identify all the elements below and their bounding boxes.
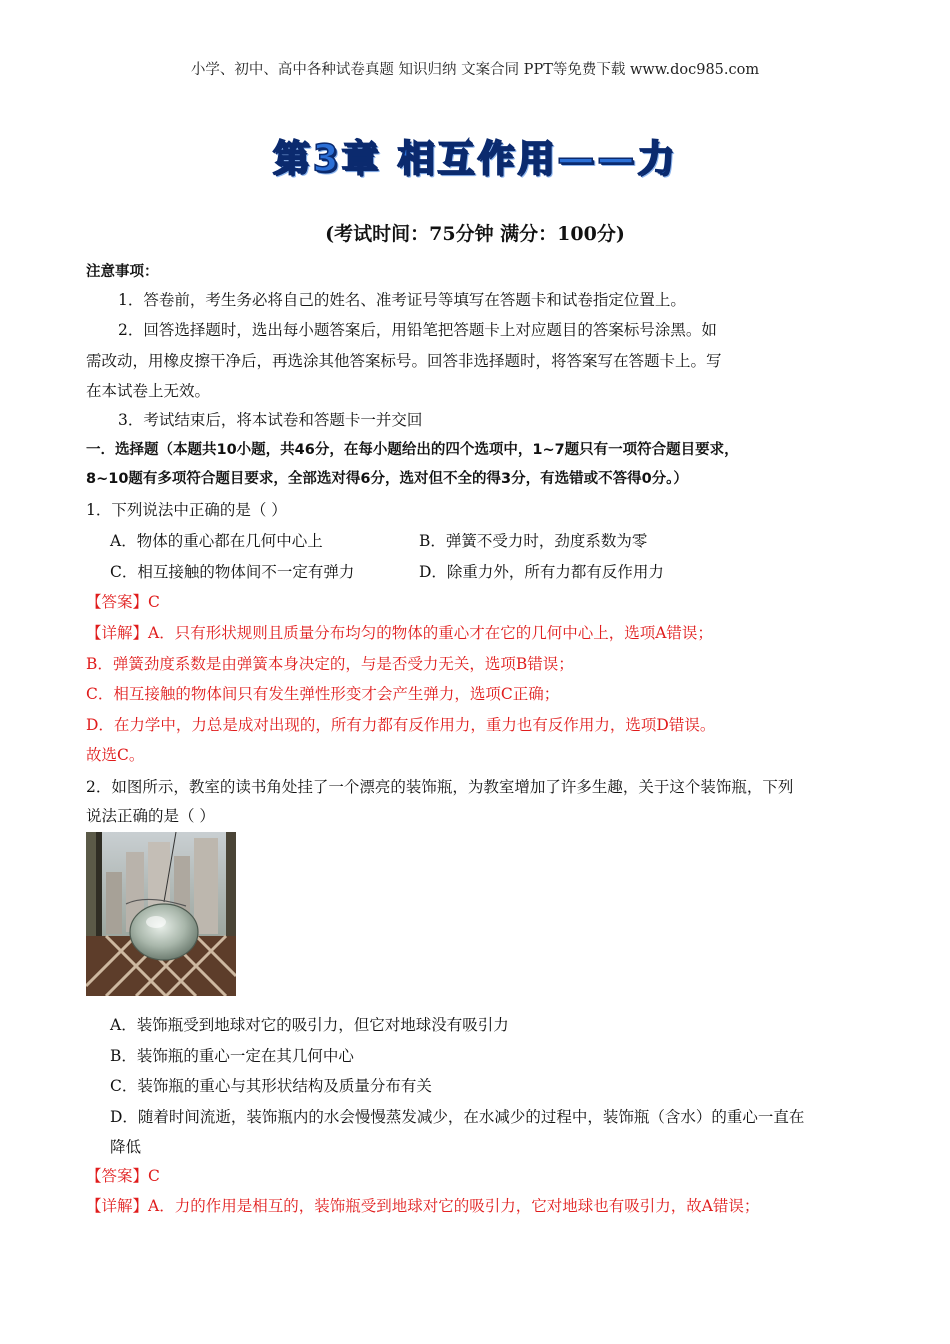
q2-answer: 【答案】C: [86, 1167, 160, 1185]
section-heading: 8~10题有多项符合题目要求，全部选对得6分，选对但不全的得3分，有选错或不答得0分。）: [86, 471, 688, 487]
q2-option-d: D．随着时间流逝，装饰瓶内的水会慢慢蒸发减少，在水减少的过程中，装饰瓶（含水）的重心一直在: [110, 1108, 805, 1126]
q1-detail-line: 【详解】A．只有形状规则且质量分布均匀的物体的重心才在它的几何中心上，选项A错误；: [86, 624, 713, 642]
page-header: 小学、初中、高中各种试卷真题 知识归纳 文案合同 PPT等免费下载 www.doc985.com: [190, 62, 760, 78]
question-2-stem: 说法正确的是（ ）: [86, 807, 215, 825]
decorative-vase-photo: [86, 832, 236, 996]
notice-line: 1．答卷前，考生务必将自己的姓名、准考证号等填写在答题卡和试卷指定位置上。: [118, 291, 686, 309]
q1-option-d: D．除重力外，所有力都有反作用力: [419, 563, 664, 581]
q1-answer: 【答案】C: [86, 593, 160, 611]
q1-detail-line: D．在力学中，力总是成对出现的，所有力都有反作用力，重力也有反作用力，选项D错误。: [86, 716, 716, 734]
notice-line: 2．回答选择题时，选出每小题答案后，用铅笔把答题卡上对应题目的答案标号涂黑。如: [118, 321, 717, 339]
q1-option-c: C．相互接触的物体间不一定有弹力: [110, 563, 355, 581]
section-heading: 一．选择题（本题共10小题，共46分，在每小题给出的四个选项中，1~7题只有一项符合题目要求，: [86, 442, 739, 458]
notice-title: 注意事项：: [86, 264, 159, 280]
q1-detail-line: C．相互接触的物体间只有发生弹性形变才会产生弹力，选项C正确；: [86, 685, 560, 703]
exam-info: (考试时间：75分钟 满分：100分): [325, 223, 625, 245]
q2-detail-line: 【详解】A．力的作用是相互的，装饰瓶受到地球对它的吸引力，它对地球也有吸引力，故A错误；: [86, 1197, 760, 1215]
q1-detail-line: B．弹簧劲度系数是由弹簧本身决定的，与是否受力无关，选项B错误；: [86, 655, 574, 673]
q2-option-a: A．装饰瓶受到地球对它的吸引力，但它对地球没有吸引力: [110, 1016, 509, 1034]
chapter-title: 第3章 相互作用——力: [272, 137, 678, 180]
notice-line: 3．考试结束后，将本试卷和答题卡一并交回: [118, 411, 423, 429]
q1-option-a: A．物体的重心都在几何中心上: [110, 532, 323, 550]
notice-line: 在本试卷上无效。: [86, 382, 211, 400]
notice-line: 需改动，用橡皮擦干净后，再选涂其他答案标号。回答非选择题时，将答案写在答题卡上。写: [86, 352, 722, 370]
q2-option-c: C．装饰瓶的重心与其形状结构及质量分布有关: [110, 1077, 432, 1095]
question-1-stem: 1．下列说法中正确的是（ ）: [86, 501, 287, 519]
q1-option-b: B．弹簧不受力时，劲度系数为零: [419, 532, 648, 550]
q2-option-b: B．装饰瓶的重心一定在其几何中心: [110, 1047, 354, 1065]
question-2-stem: 2．如图所示，教室的读书角处挂了一个漂亮的装饰瓶，为教室增加了许多生趣，关于这个装饰瓶，下列: [86, 778, 794, 796]
q1-detail-line: 故选C。: [86, 746, 145, 764]
q2-option-d-cont: 降低: [110, 1138, 142, 1156]
